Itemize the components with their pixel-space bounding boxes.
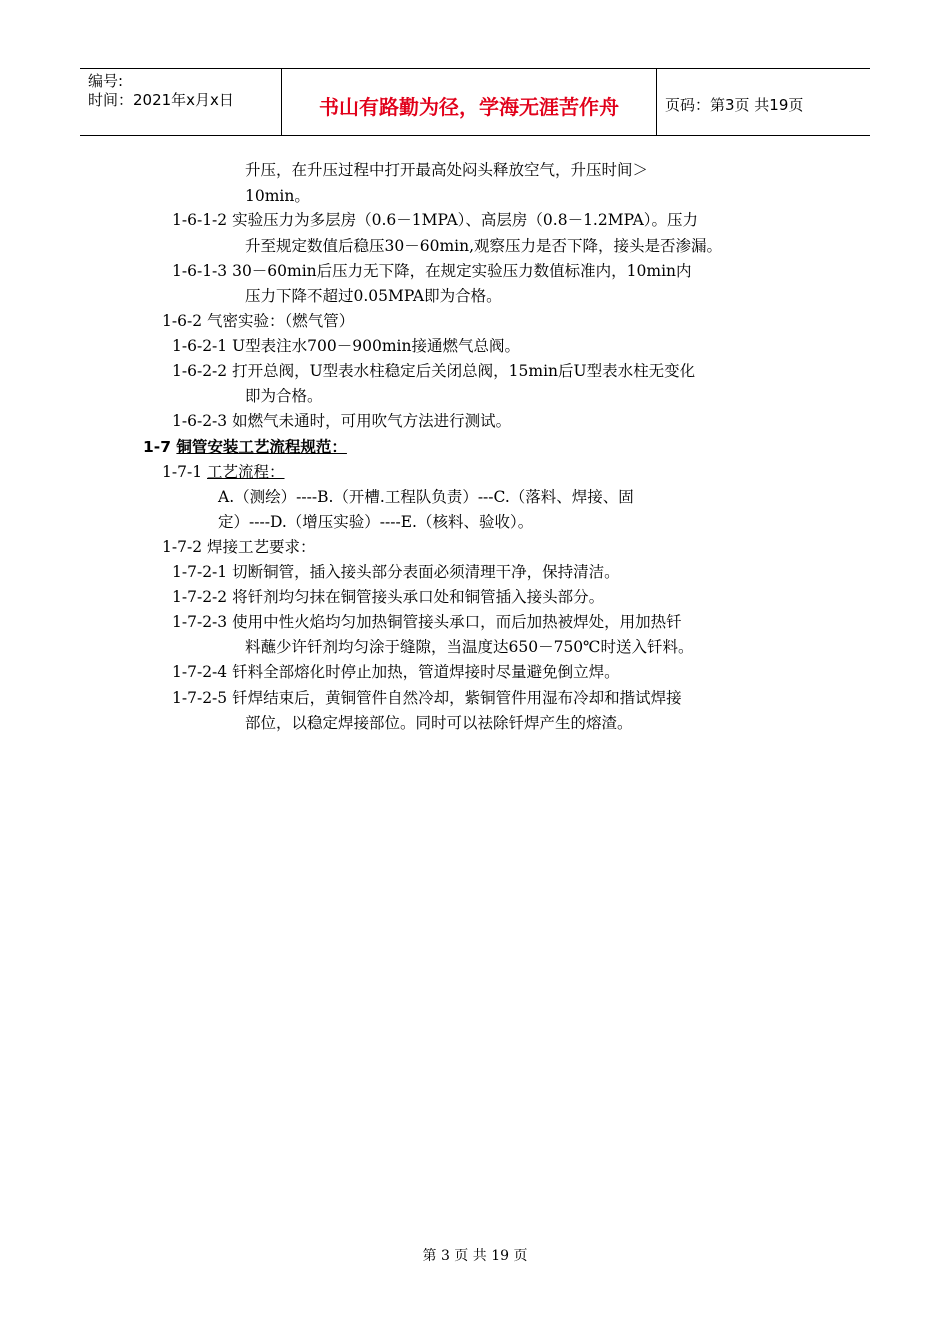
text-line: 1-7-2-1 切断铜管，插入接头部分表面必须清理干净，保持清洁。 [172,563,620,581]
text-line: 10min。 [245,187,310,205]
header-meta [80,69,282,135]
text-line: 即为合格。 [245,387,323,405]
text-line: 1-7-2 焊接工艺要求： [162,538,316,556]
text-line: 升压，在升压过程中打开最高处闷头释放空气，升压时间＞ [245,161,649,179]
text-line: 升至规定数值后稳压30－60min,观察压力是否下降，接头是否渗漏。 [245,237,723,255]
text-line: 1-7-2-4 钎料全部熔化时停止加热，管道焊接时尽量避免倒立焊。 [172,663,620,681]
text-line: 定）----D.（增压实验）----E.（核料、验收）。 [218,513,534,531]
text-line: 1-6-2 气密实验：（燃气管） [162,312,355,330]
header-motto: 书山有路勤为径，学海无涯苦作舟 [282,69,657,135]
text-line: 1-6-2-1 U型表注水700－900min接通燃气总阀。 [172,337,520,355]
text-line: 部位，以稳定焊接部位。同时可以祛除钎焊产生的熔渣。 [245,714,633,732]
text-line: 压力下降不超过0.05MPA即为合格。 [245,287,502,305]
date-label: 时间：2021年x月x日 [88,91,234,109]
page-header [80,68,870,136]
subsection-number: 1-7-1 [162,463,203,481]
text-line: 料蘸少许钎剂均匀涂于缝隙，当温度达650－750℃时送入钎料。 [245,638,694,656]
subsection-heading [162,460,285,484]
header-page-info: 页码：第3页 共19页 [665,95,804,114]
section-number: 1-7 [143,438,172,456]
section-title: 铜管安装工艺流程规范： [176,438,347,456]
number-label: 编号: [88,72,124,90]
text-line: 1-6-1-3 30－60min后压力无下降，在规定实验压力数值标准内，10min内 [172,262,692,280]
section-heading [143,435,347,459]
subsection-title: 工艺流程： [207,463,285,481]
text-line: 1-7-2-5 钎焊结束后，黄铜管件自然冷却，紫铜管件用湿布冷却和揩试焊接 [172,689,682,707]
page-footer: 第 3 页 共 19 页 [422,1248,528,1264]
text-line: A.（测绘）----B.（开槽.工程队负责）---C.（落料、焊接、固 [218,488,634,506]
text-line: 1-6-2-2 打开总阀，U型表水柱稳定后关闭总阀，15min后U型表水柱无变化 [172,362,696,380]
text-line: 1-7-2-3 使用中性火焰均匀加热铜管接头承口，而后加热被焊处，用加热钎 [172,613,682,631]
text-line: 1-6-2-3 如燃气未通时，可用吹气方法进行测试。 [172,412,512,430]
text-line: 1-6-1-2 实验压力为多层房（0.6－1MPA）、高层房（0.8－1.2MPA）。压力 [172,211,699,229]
text-line: 1-7-2-2 将钎剂均匀抹在铜管接头承口处和铜管插入接头部分。 [172,588,605,606]
